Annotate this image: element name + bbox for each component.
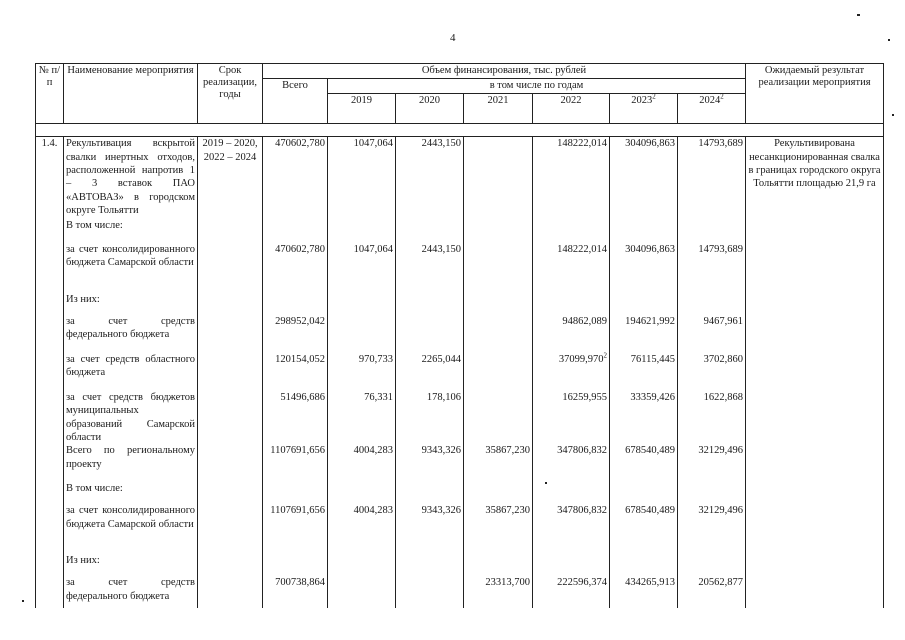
amount-2022-cell [533,137,610,219]
header-funding: Объем финансирования, тыс. рублей [263,64,746,79]
activity-name-cell [64,504,198,554]
activity-name: В том числе: [66,219,123,231]
term-cell [198,353,263,391]
amount-2019-cell [328,504,396,554]
row-number-cell [36,293,64,315]
activity-name-cell [64,576,198,608]
amount-2022-cell [533,482,610,504]
expected-result-cell [746,315,884,353]
amount-2022-cell [533,243,610,293]
amount-2020-cell [396,554,464,576]
total-cell [263,444,328,482]
activity-name-cell [64,482,198,504]
amount-2022: 94862,089 [562,315,607,327]
amount-2024-cell [678,219,746,243]
row-number-cell [36,219,64,243]
amount-2019-cell [328,482,396,504]
table-row [36,219,884,243]
amount-2020-cell [396,353,464,391]
amount-2019-cell [328,243,396,293]
total: 120154,052 [275,353,325,365]
expected-result: Рекультивирована несанкционированная свалка в границах городского округа Тольятти площадью 21,9 га [748,138,881,190]
total-cell [263,315,328,353]
table-row [36,243,884,293]
funding-table [35,63,884,608]
amount-2021: 23313,700 [485,577,530,589]
amount-2019-cell [328,391,396,445]
activity-name-cell [64,137,198,219]
activity-name-cell [64,243,198,293]
amount-2024-cell [678,391,746,445]
activity-name-cell [64,554,198,576]
row-number-cell [36,391,64,445]
expected-result-cell [746,576,884,608]
amount-2024: 32129,496 [698,445,743,457]
amount-2021-cell [464,293,533,315]
total: 51496,686 [280,391,325,403]
amount-2021: 35867,230 [485,445,530,457]
amount-2022-cell [533,444,610,482]
amount-2023-cell [610,353,678,391]
amount-2023-cell [610,219,678,243]
total-cell [263,504,328,554]
amount-2020-cell [396,444,464,482]
header-bottom-rule [36,124,884,137]
activity-name-cell [64,353,198,391]
amount-2022: 347806,832 [557,505,607,517]
header-year-2020: 2020 [396,94,464,124]
term: 2019 – 2020, 2022 – 2024 [202,138,258,163]
scan-speck [888,39,890,41]
amount-2023-cell [610,554,678,576]
amount-2020-cell [396,293,464,315]
amount-2021-cell [464,353,533,391]
row-number-cell [36,315,64,353]
header-number: № п/п [36,64,64,124]
amount-2022-cell [533,315,610,353]
amount-2019: 76,331 [364,391,393,403]
term-cell [198,482,263,504]
header-by-years: в том числе по годам [328,79,746,94]
table-row [36,353,884,391]
amount-2019-cell [328,137,396,219]
page-number: 4 [450,32,456,44]
amount-2024-cell [678,243,746,293]
amount-2023: 194621,992 [625,315,675,327]
amount-2023-cell [610,576,678,608]
footnote-mark: 2 [720,92,724,101]
expected-result-cell [746,504,884,554]
header-year-2024: 2024$^2$ [678,94,746,124]
amount-2021-cell [464,576,533,608]
total-cell [263,137,328,219]
amount-2021-cell [464,391,533,445]
scan-speck [22,600,24,602]
amount-2022-cell [533,576,610,608]
expected-result-cell [746,243,884,293]
amount-2021-cell [464,315,533,353]
amount-2021-cell [464,243,533,293]
amount-2021-cell [464,219,533,243]
total-cell [263,391,328,445]
row-number-cell [36,482,64,504]
term-cell [198,554,263,576]
amount-2024: 3702,860 [703,353,743,365]
row-number-cell [36,444,64,482]
amount-2023-cell [610,504,678,554]
table-row [36,315,884,353]
amount-2023-cell [610,293,678,315]
amount-2024-cell [678,315,746,353]
total-cell [263,219,328,243]
amount-2023-cell [610,137,678,219]
amount-2024: 14793,689 [698,138,743,150]
total-cell [263,482,328,504]
amount-2024-cell [678,137,746,219]
amount-2022-cell [533,391,610,445]
table-row [36,137,884,219]
amount-2023: 678540,489 [625,505,675,517]
expected-result-cell [746,444,884,482]
row-number-cell [36,137,64,219]
amount-2021: 35867,230 [485,505,530,517]
header-year-2021: 2021 [464,94,533,124]
amount-2023-cell [610,444,678,482]
amount-2022: 347806,832 [557,445,607,457]
amount-2019-cell [328,315,396,353]
amount-2019-cell [328,444,396,482]
activity-name-cell [64,315,198,353]
amount-2024: 14793,689 [698,243,743,255]
table-header [36,64,884,137]
amount-2020: 9343,326 [421,505,461,517]
activity-name: В том числе: [66,483,123,495]
term-cell [198,444,263,482]
amount-2024-cell [678,444,746,482]
amount-2020: 178,106 [426,391,461,403]
activity-name: за счет консолидированного бюджета Самарской области [66,243,195,269]
table-row [36,391,884,445]
amount-2024-cell [678,576,746,608]
amount-2020: 2443,150 [421,243,461,255]
activity-name: Из них: [66,555,100,567]
amount-2020: 2265,044 [421,353,461,365]
term-cell [198,391,263,445]
header-activity-name: Наименование мероприятия [64,64,198,124]
amount-2023-cell [610,391,678,445]
amount-2024: 20562,877 [698,577,743,589]
amount-2022-cell [533,353,610,391]
header-total: Всего [263,79,328,124]
term-cell [198,293,263,315]
total: 470602,780 [275,138,325,150]
total: 470602,780 [275,243,325,255]
amount-2021-cell [464,554,533,576]
amount-2021-cell [464,482,533,504]
header-expected-result: Ожидаемый результат реализации мероприятия [746,64,884,124]
total-cell [263,353,328,391]
amount-2024: 32129,496 [698,505,743,517]
expected-result-cell [746,219,884,243]
total-cell [263,554,328,576]
amount-2024: 9467,961 [703,315,743,327]
term-cell [198,504,263,554]
amount-2022: 37099,970 [558,353,604,365]
amount-2019: 1047,064 [353,243,393,255]
table-row [36,554,884,576]
header-year-2022: 2022 [533,94,610,124]
header-term: Срок реализации, годы [198,64,263,124]
row-number: 1.4. [41,138,58,150]
total: 1107691,656 [270,505,325,517]
activity-name: Из них: [66,293,100,305]
amount-2020: 9343,326 [421,445,461,457]
total: 1107691,656 [270,445,325,457]
term-cell [198,576,263,608]
amount-2019-cell [328,353,396,391]
row-number-cell [36,554,64,576]
amount-2019: 4004,283 [353,445,393,457]
term-cell [198,315,263,353]
amount-2022-cell [533,219,610,243]
term-cell [198,243,263,293]
amount-2019: 970,733 [358,353,393,365]
amount-2020-cell [396,504,464,554]
total: 298952,042 [275,315,325,327]
activity-name: Всего по региональному проекту [66,445,195,470]
amount-2022-cell [533,504,610,554]
table-row [36,576,884,608]
table-body [36,137,884,609]
amount-2019-cell [328,554,396,576]
header-year-2019: 2019 [328,94,396,124]
amount-2024-cell [678,353,746,391]
amount-2021-cell [464,444,533,482]
amount-2022: 148222,014 [557,243,607,255]
amount-2019-cell [328,219,396,243]
table-row [36,504,884,554]
expected-result-cell [746,137,884,219]
term-cell [198,219,263,243]
activity-name: за счет средств федерального бюджета [66,577,195,602]
row-number-cell [36,504,64,554]
expected-result-cell [746,293,884,315]
amount-2020-cell [396,315,464,353]
activity-name: за счет средств областного бюджета [66,353,195,379]
activity-name: за счет консолидированного бюджета Самарской области [66,505,195,530]
amount-2024-cell [678,482,746,504]
total-cell [263,243,328,293]
amount-2019-cell [328,293,396,315]
amount-2020-cell [396,576,464,608]
table-row [36,482,884,504]
amount-2019: 4004,283 [353,505,393,517]
total: 700738,864 [275,577,325,589]
expected-result-cell [746,353,884,391]
amount-2023-cell [610,315,678,353]
amount-2020-cell [396,137,464,219]
row-number-cell [36,243,64,293]
amount-2019-cell [328,576,396,608]
amount-2023: 678540,489 [625,445,675,457]
amount-2023: 76115,445 [630,353,675,365]
footnote-mark: 2 [603,351,607,360]
total-cell [263,293,328,315]
scan-speck [892,114,894,116]
amount-2023: 434265,913 [625,577,675,589]
amount-2020-cell [396,219,464,243]
footnote-mark: 2 [652,92,656,101]
amount-2020: 2443,150 [421,138,461,150]
amount-2022: 16259,955 [562,391,607,403]
amount-2020-cell [396,243,464,293]
amount-2021-cell [464,137,533,219]
activity-name-cell [64,444,198,482]
amount-2022: 148222,014 [557,138,607,150]
activity-name-cell [64,219,198,243]
table-row [36,293,884,315]
activity-name-cell [64,293,198,315]
header-year-2023: 2023$^2$ [610,94,678,124]
expected-result-cell [746,482,884,504]
row-number-cell [36,353,64,391]
amount-2024-cell [678,554,746,576]
amount-2024-cell [678,293,746,315]
term-cell [198,137,263,219]
expected-result-cell [746,554,884,576]
amount-2019: 1047,064 [353,138,393,150]
amount-2020-cell [396,391,464,445]
amount-2022: 222596,374 [557,577,607,589]
activity-name: за счет средств федерального бюджета [66,315,195,341]
amount-2023: 304096,863 [625,138,675,150]
amount-2024: 1622,868 [703,391,743,403]
activity-name: Рекультивация вскрытой свалки инертных отходов, расположенной напротив 1 – 3 вставок ПАО «АВТОВАЗ» в городском округе Тольятти [66,138,195,217]
table-row [36,444,884,482]
amount-2020-cell [396,482,464,504]
amount-2023: 33359,426 [630,391,675,403]
amount-2022-cell [533,554,610,576]
row-number-cell [36,576,64,608]
amount-2023-cell [610,482,678,504]
amount-2024-cell [678,504,746,554]
amount-2023-cell [610,243,678,293]
expected-result-cell [746,391,884,445]
amount-2022-cell [533,293,610,315]
amount-2023: 304096,863 [625,243,675,255]
activity-name: за счет средств бюджетов муниципальных образований Самарской области [66,391,195,443]
amount-2021-cell [464,504,533,554]
scan-speck [857,14,860,16]
activity-name-cell [64,391,198,445]
total-cell [263,576,328,608]
